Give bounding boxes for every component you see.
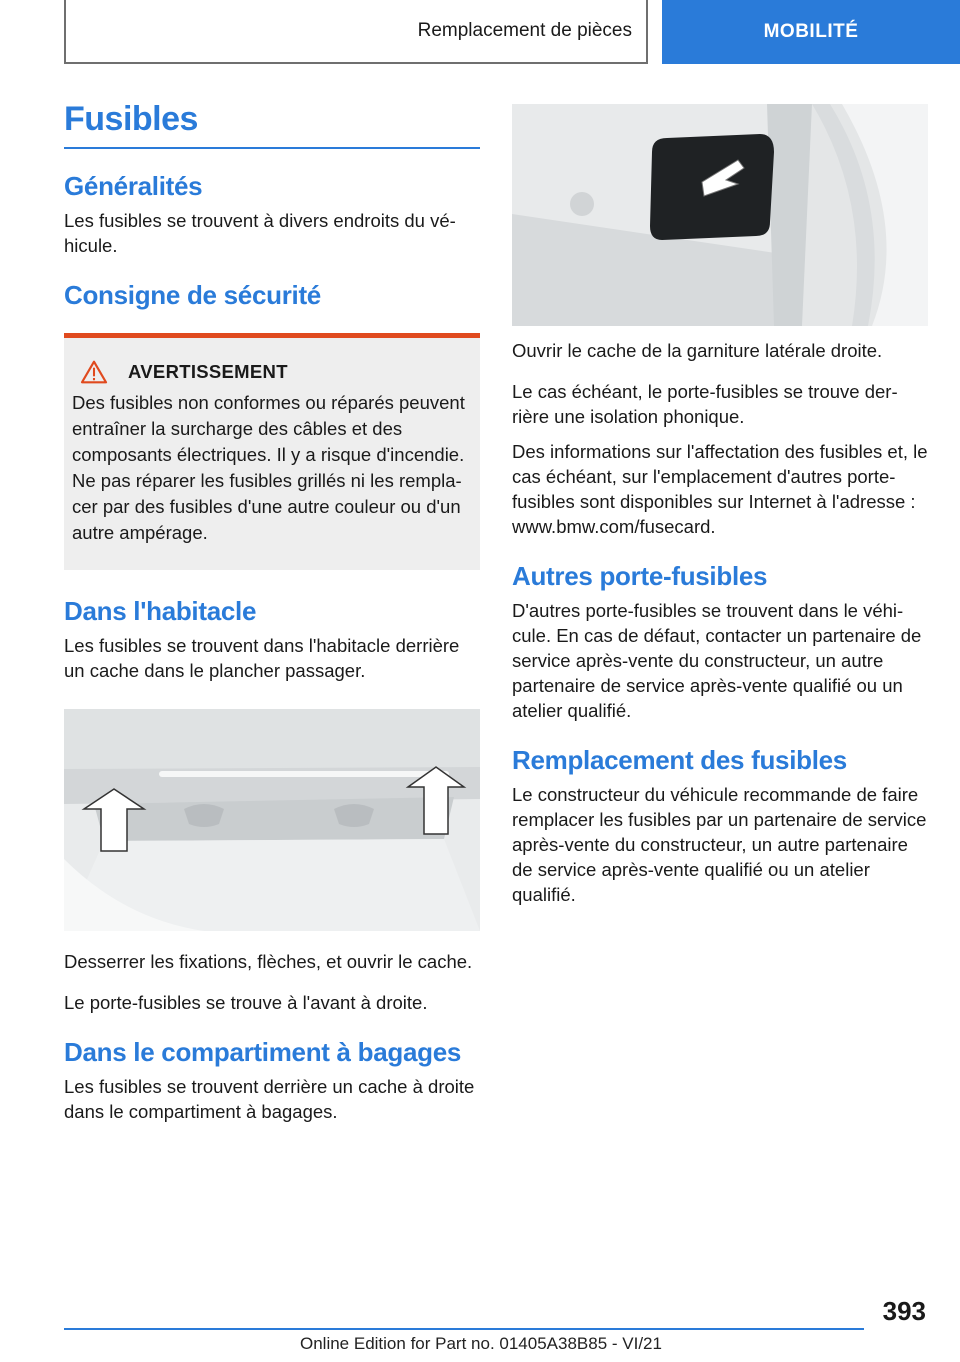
footer-edition: Online Edition for Part no. 01405A38B85 - VI/21 xyxy=(300,1334,662,1353)
safety-heading: Consigne de sécurité xyxy=(64,280,321,310)
warning-title: AVERTISSEMENT xyxy=(128,361,288,382)
warning-header xyxy=(72,360,472,384)
general-heading: Généralités xyxy=(64,171,203,201)
left-column xyxy=(64,100,480,1124)
cabin-caption: Desserrer les fixations, flèches, et ouvrir le cache. xyxy=(64,951,473,972)
warning-triangle-icon xyxy=(78,360,110,384)
replace-text: Le constructeur du véhicule recommande de faire remplacer les fusibles par un partenaire de service après-vente du constructeur, un autre partenaire de service après-vente qualifié ou un atelier qualifié. xyxy=(512,784,927,905)
trunk-heading: Dans le compartiment à bagages xyxy=(64,1037,462,1067)
page-title: Fusibles xyxy=(64,100,480,149)
footer-divider xyxy=(64,1328,864,1330)
trunk-text: Les fusibles se trouvent derrière un cache à droite dans le compartiment à bagages. xyxy=(64,1076,475,1122)
cabin-text: Les fusibles se trouvent dans l'habitacle derrière un cache dans le plancher passager. xyxy=(64,635,460,681)
header-chapter-tab[interactable] xyxy=(662,0,960,64)
warning-box xyxy=(64,333,480,570)
trunk-note-1: Le cas échéant, le porte-fusibles se trouve derrière une isolation phonique. xyxy=(512,381,898,427)
other-text: D'autres porte-fusibles se trouvent dans le véhicule. En cas de défaut, contacter un partenaire de service après-vente du constructeur, un autre partenaire de service après-vente qualifié ou un atelier qualifié. xyxy=(512,600,922,721)
header-section-title: Remplacement de pièces xyxy=(417,20,632,41)
general-text: Les fusibles se trouvent à divers endroits du véhicule. xyxy=(64,210,456,256)
header-chapter-label: MOBILITÉ xyxy=(763,21,859,42)
page-number: 393 xyxy=(882,1296,926,1326)
replace-heading: Remplacement des fusibles xyxy=(512,745,847,775)
cabin-heading: Dans l'habitacle xyxy=(64,596,257,626)
trunk-caption: Ouvrir le cache de la garniture latérale droite. xyxy=(512,340,883,361)
other-heading: Autres porte-fusibles xyxy=(512,561,768,591)
header-section-box xyxy=(64,0,648,64)
trunk-fuse-cover-image xyxy=(512,104,928,326)
cabin-note: Le porte-fusibles se trouve à l'avant à droite. xyxy=(64,992,428,1013)
warning-text: Des fusibles non conformes ou réparés peuvent entraîner la surcharge des câbles et des composants électriques. Il y a risque d'incendie. Ne pas réparer les fusibles grillés ni les remplacer par des fusibles d'une autre couleur ou d'un autre ampérage. xyxy=(72,392,465,543)
trunk-note-2: Des informations sur l'affectation des fusibles et, le cas échéant, sur l'emplacement d'autres porte-fusibles sont disponibles sur Internet à l'adresse : www.bmw.com/fusecard. xyxy=(512,441,928,537)
cabin-fuse-cover-image xyxy=(64,709,480,931)
right-column xyxy=(512,104,928,907)
